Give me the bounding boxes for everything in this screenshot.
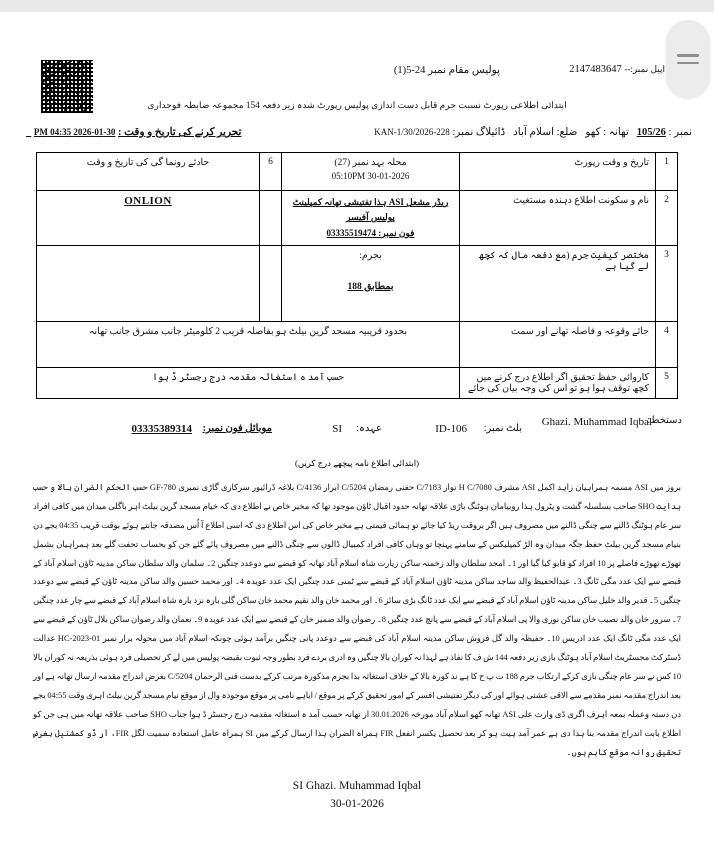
table-row (37, 245, 678, 321)
document-subtitle: ابتدائی اطلاعی رپورٹ نسبت جرم قابل دست اندازی پولیس رپورٹ شدہ زیر دفعہ 154 مجموعہ ضابطہ فوجداری (147, 100, 567, 110)
fir-details-table (36, 152, 678, 399)
row-label: نام و سکونت اطلاع دہندہ مستغیث (460, 191, 656, 246)
row-label: مختصر کیفیت جرم (مع دفعہ مال کہ کچھ لے گیا ہے (460, 245, 656, 321)
row-index: 6 (260, 153, 282, 191)
signature-label: دستخط: (647, 414, 682, 426)
mobile-label: موبائل فون نمبر: (202, 422, 272, 434)
hamburger-menu-icon (677, 62, 699, 65)
delay-reason: حسب آمد ہ استغاثہ مقدمہ درج رجسٹر ڈ ہوا (152, 372, 344, 383)
serial-label: اپیل نمبر:-- (624, 64, 665, 74)
offence-section: بمطابق 188 (347, 281, 394, 292)
hamburger-menu-button[interactable] (666, 20, 710, 98)
row-label: تاریخ و وقت رپورٹ (460, 153, 656, 191)
document-header (0, 12, 714, 124)
rank-label: عہدہ: (356, 422, 382, 434)
row-number: 4 (656, 321, 678, 367)
form-value: 24-5(1) (393, 65, 426, 76)
form-hint: (ابتدائی اطلاع نامہ پیچھے درج کریں) (295, 457, 419, 468)
division-value: اسلام آباد (513, 127, 554, 138)
hamburger-menu-icon (677, 54, 699, 57)
row-number: 1 (656, 153, 678, 191)
row-number: 2 (656, 191, 678, 246)
signatory-name: SI Ghazi. Muhammad Iqbal (292, 780, 422, 793)
row-label: جائے وقوعہ و فاصلہ تھانے اور سمت (460, 321, 656, 367)
report-datetime-label: تحریر کرنے کی تاریخ و وقت : (118, 127, 242, 138)
case-header-line (0, 124, 714, 148)
signature-block (0, 778, 714, 813)
division-label: ضلع: (556, 127, 578, 138)
table-row (37, 191, 678, 246)
table-row (37, 153, 678, 191)
table-row (37, 321, 678, 367)
belt-number-label: بلٹ نمبر: (483, 422, 522, 434)
row-value-secondary (37, 245, 260, 321)
reporting-officer-strip (32, 415, 682, 457)
place-of-occurrence: بحدود قریبیہ مسجد گرین بیلٹ ہو بفاصلہ قریب 2 کلومیٹر جانب مشرق جانب تھانہ (88, 326, 408, 337)
row-value-primary (37, 367, 460, 398)
row-index (260, 191, 282, 246)
report-timestamp: 30-01-2026 05:10PM (331, 170, 410, 181)
district-value: کھو (585, 127, 601, 138)
report-mode-value: ONLION (124, 195, 172, 207)
row-value-secondary (37, 153, 260, 191)
form-number (394, 64, 500, 76)
row-index (260, 245, 282, 321)
form-label: پولیس مقام نمبر (428, 65, 500, 76)
row-value-primary (282, 191, 460, 246)
serial-number (569, 64, 665, 75)
signature-value: Ghazi. Muhammad Iqbal (541, 415, 652, 428)
report-serial: محلہ بہد نمبر (27) (334, 158, 407, 168)
narrative-text: بروز میں ASI مسمہ ہمراہیان زاہد اکمل ASI مشرف H C/7080 نواز C/7183 حفنی رمضان C/5204 ابرار C/4136 بلاغہ ڈرائیور سرکاری گاڑی نمبری GF-780 حسب الحکم الضران بالا و حسب ہدایت SHO صاحب بسلسلہ گشت و پٹرول ہذا روبیامان ہوٹنگ باڑی علاقہ تھانہ حدود اقبال ٹاؤن موجود تھا کہ مخبر خاص نے اطلاع دی کہ خیام مسجد گرین بیلٹ اہر باگلی میدان میں کافی افراد سر عام ہوٹنگ ڈالنے سے چنگی ڈالنے میں مصروف ہیں اگر بروقت ریڈ کیا جائے تو ہمائی قیمتی ہے مخبر خاص کی اس اطلاع دی کہ اسی اطلاع آ اُس مصدقہ جانتے ہوئے بوقت قریب 04:35 بجے دن بنیام مسجد گرین بیلٹ حفظ جگہ میدان وہ الڑ کمپلیکس کے سامنے پہنچا تو وہاں کافی افراد کمبیال ڈالوں سے چنگی ڈالنے میں مصروف پائے گئے جن کو بحساب تحفت گلے بعد ہمراہیان بشمل تھوڑے تھوڑے فاصلے پر 10 افراد کو قابو کیا گیا اور 1۔ امجد سلطان والد زخمتہ ساکن زیارت شاہ اسلام آباد تھانہ کو قبضے سے دوعدد چنگیں 2۔ سلمان والد سلطان ساکن مدینہ ٹاؤن اسلام آباد کے قبضے سے ایک عدد مگی ٹانگ 3۔ عبدالحفیظ والد ساجد ساکن مدینہ ٹاؤن اسلام آباد کے قبضے سے ٹمنی عدد چنگیں ایک عدد عویدہ 4۔ اور محمد حسین والد ساکن مدینہ ٹاؤن کے قبضے سے دوعدد چنگیں 5۔ قدیر والد خلیل ساکن مدینہ ٹاؤن اسلام آباد کے قبضے سے ایک عدد ٹانگ بڑی سائز 6۔ اور محمد خان والد نقیم محمد خان ساکن گلی بارہ نزد بارہ شاہ اسلام آباد کے قبضے سے چار عدد چنگیں 7۔ سرور خان والد نصیب خان ساکن نوری والا پی اسلام آباد کے قبضے سے پانچ عدد چنگیں 8۔ رضوان والد ضمیر خان کے قبضے سے ایک عدد عویدہ 9۔ نعمان والد رضوان ساکن بلال ٹاؤن کے قبضے سے ایک عدد مگی ٹانگ ایک عدد ادریس 10۔ حفیظہ والد گل فروش ساکن مدینہ اسلام آباد کی قبضے سے دوعدد پانی چنگیں برآمد ہوئی چونکہ اسلام آباد میں محولہ برار نمبر HC-2023-01 عدالت ڈسٹرکٹ مجسٹریٹ اسلام آباد ہوٹنگ بازی زیر دفعہ 144 ش ف کا نفاذ ہے لہذا نہ کوران بالا چنگیں وہ ادری بردے فرد بطور وجہ ثبوت بقبضہ پولیس میں لے کر تحصیلی فرد ہوئی بذریعہ نہ کوران بالا 10 کس نے سر عام چنگی بازی کرکے ارتکاب جرم 188 ت پ ح کا ہے نذ کورہ بالا کے خلاف استغاثہ بذا بجرم مذکورہ مرتب کرکے بدست قنی الرحمان C/5204 بغرض اندراج مقدمہ ارسال تھانہ ہے اور بعد اندراج مقدمہ نمبر مقدمے سے الاقی عشتی ہوائے اور کی دیگر تفتیشی افسر کے امور تحقیق کرکے پر موقع / ایاہے نامی پر موقع موجودہ وال از موقع نیام مسجد گرین بیلٹ اہری وقت 04:55 بجے دن دستہ وعملہ بمعہ اہرف اگری ڈی وارث علی ASI تھانہ کھو اسلام آباد مورخہ 30.01.2026 از تھانہ حسب آمد ہ استغاثہ مقدمہ درج رجسٹر ڈ ہوا جناب SHO صاحب علاقہ تھانہ میں ہی جن کو اطلاع بابت اندراج مقدمہ بنا ہذا دی ہے عمر آمد ہیت ہو کر بعد تحصیل یکسر انفعل FIR ہمراہ الضران ہذا ارسال کرکے میں SI ہمراہ عامل استعادہ سمیت لگل FIR، آر ڈو کمشنیل بغرض تحقیق روانہ موقع کاہم ہوں۔ (33, 482, 682, 757)
row-label: کاروائی حفظ تحقیق اگر اطلاع درج کرنے میں کچھ توقف ہوا ہو تو اس کی وجہ بیان کی جائے (460, 367, 656, 398)
complainant-name: ریڈر مشعل ASI ہذا تفتیشی تھانہ کمپلینٹ پولیس آفیسر (292, 197, 449, 223)
row-value-secondary (37, 191, 260, 246)
offence-label: بجرم: (359, 250, 382, 261)
dialog-number-value: KAN-1/30/2026-228 (374, 127, 450, 137)
district-label: تھانہ : (603, 127, 629, 138)
row-value-primary (282, 153, 460, 191)
incident-datetime-label: حادثے رونما گی کی تاریخ و وقت (86, 158, 210, 168)
mobile-value: 03335389314 (131, 422, 192, 435)
belt-number-value: 106-ID (435, 422, 467, 435)
report-datetime-group (26, 126, 241, 138)
table-row (37, 367, 678, 398)
fir-number-group (374, 126, 692, 138)
fir-document-page (0, 12, 714, 850)
row-value-primary (37, 321, 460, 367)
fir-number-label: نمبر : (668, 127, 692, 138)
complainant-phone: فون نمبر: 03335519474 (326, 227, 415, 238)
report-datetime-value: 30-01-2026 04:35 PM (33, 127, 116, 137)
fir-number-value: 105/26 (636, 127, 666, 138)
row-number: 3 (656, 245, 678, 321)
serial-value: 2147483647 (569, 64, 622, 75)
dialog-number-label: ڈائیلاگ نمبر: (452, 127, 506, 138)
rank-value: SI (332, 422, 342, 435)
row-number: 5 (656, 367, 678, 398)
row-value-primary (282, 245, 460, 321)
signatory-date: 30-01-2026 (330, 797, 384, 810)
